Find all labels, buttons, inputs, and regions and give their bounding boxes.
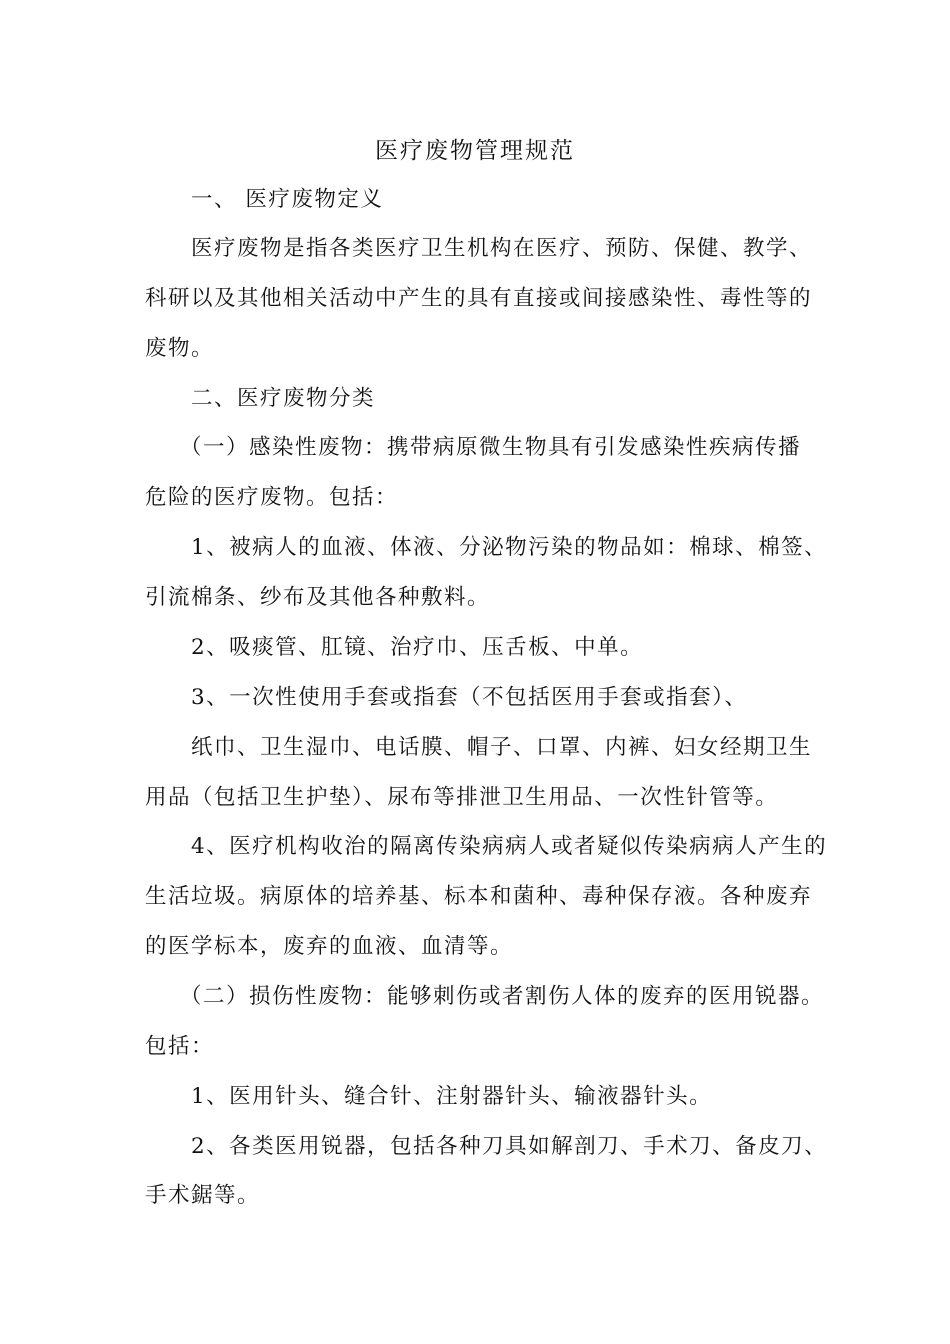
paragraph-line: 危险的医疗废物。包括： bbox=[145, 485, 399, 510]
paragraph-line: 用品（包括卫生护垫）、尿布等排泄卫生用品、一次性针管等。 bbox=[145, 785, 779, 810]
list-item: 2、各类医用锐器，包括各种刀具如解剖刀、手术刀、备皮刀、 bbox=[191, 1134, 828, 1159]
document-title: 医疗废物管理规范 bbox=[375, 138, 575, 164]
list-item: 4、医疗机构收治的隔离传染病病人或者疑似传染病病人产生的 bbox=[191, 834, 828, 859]
list-item: 3、一次性使用手套或指套（不包括医用手套或指套）、 bbox=[191, 685, 748, 710]
paragraph-line: 医疗废物是指各类医疗卫生机构在医疗、预防、保健、教学、 bbox=[191, 236, 813, 261]
paragraph-line: 科研以及其他相关活动中产生的具有直接或间接感染性、毒性等的 bbox=[145, 286, 813, 311]
section-heading-classification: 二、医疗废物分类 bbox=[191, 386, 376, 411]
paragraph-line: 手术鋸等。 bbox=[145, 1183, 261, 1208]
paragraph-line: 纸巾、卫生湿巾、电话膜、帽子、口罩、内裤、妇女经期卫生 bbox=[191, 735, 813, 760]
subsection-heading-infectious: （一）感染性废物：携带病原微生物具有引发感染性疾病传播 bbox=[180, 435, 802, 460]
paragraph-line: 的医学标本，废弃的血液、血清等。 bbox=[145, 934, 514, 959]
list-item: 1、被病人的血液、体液、分泌物污染的物品如：棉球、棉签、 bbox=[191, 535, 828, 560]
subsection-heading-sharps: （二）损伤性废物：能够刺伤或者割伤人体的废弃的医用锐器。 bbox=[180, 984, 825, 1009]
list-item: 1、医用针头、缝合针、注射器针头、输液器针头。 bbox=[191, 1084, 713, 1109]
paragraph-line: 生活垃圾。病原体的培养基、标本和菌种、毒种保存液。各种废弃 bbox=[145, 884, 813, 909]
paragraph-line: 废物。 bbox=[145, 336, 215, 361]
list-item: 2、吸痰管、肛镜、治疗巾、压舌板、中单。 bbox=[191, 635, 644, 660]
section-heading-definition: 一、 医疗废物定义 bbox=[191, 187, 384, 212]
paragraph-line: 包括： bbox=[145, 1034, 215, 1059]
paragraph-line: 引流棉条、纱布及其他各种敷料。 bbox=[145, 585, 491, 610]
